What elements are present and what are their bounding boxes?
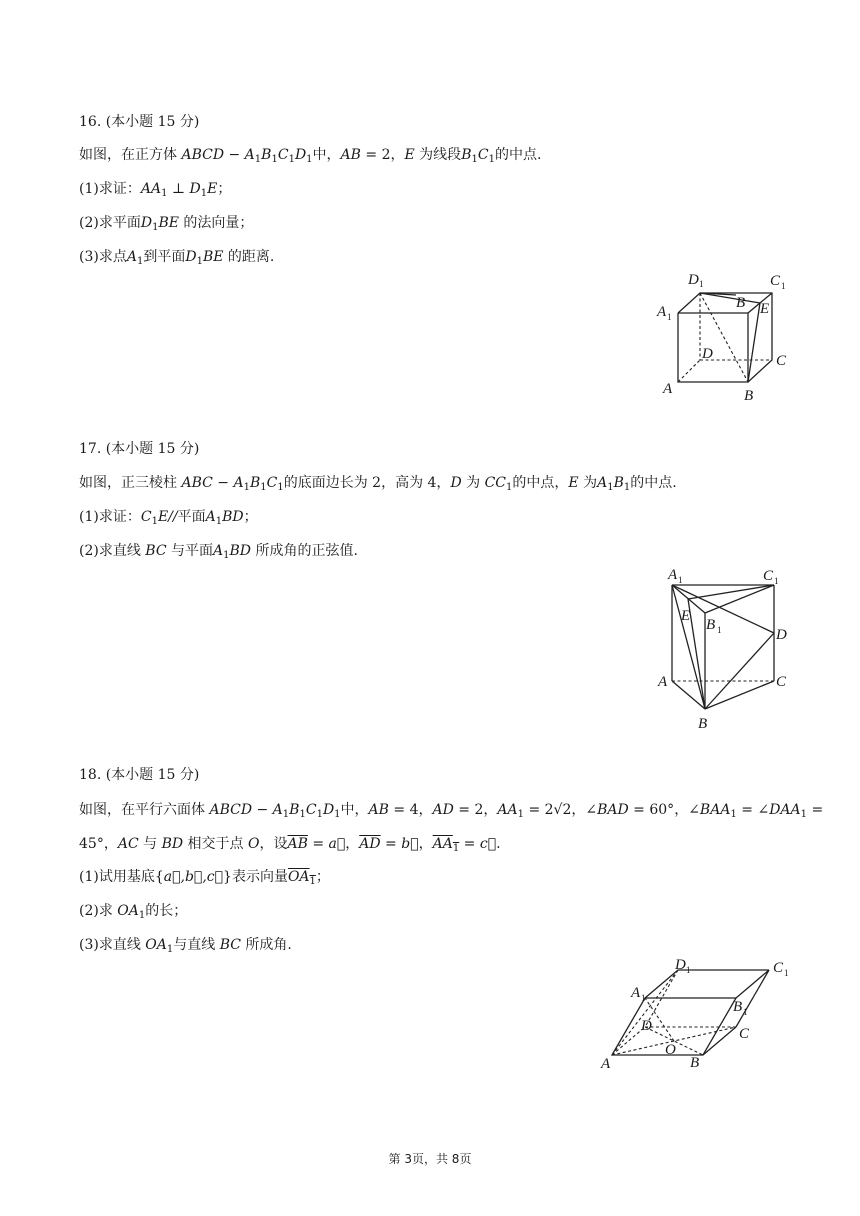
svg-text:A: A [658,674,668,690]
svg-text:A: A [663,381,673,397]
q16-part-1: (1)求证：$AA_1$ ⊥ $D_1E$； [79,181,232,199]
q18-stem-line-1: 如图，在平行六面体 ABCD − $A_1B_1C_1D_1$中，AB = 4，AD = 2，$AA_1 = 2√2$，∠BAD = 60°，$\angle BAA_1$ = $\angle DAA_1$ = [79,802,824,820]
svg-text:C: C [763,568,774,584]
svg-text:D: D [702,346,713,362]
q17-header: 17. (本小题 15 分) [79,441,200,457]
svg-text:E: E [681,608,691,624]
svg-text:C: C [773,960,784,976]
svg-text:D: D [675,957,686,973]
svg-text:1: 1 [678,575,683,585]
svg-text:C: C [776,353,787,369]
q18-header: 18. (本小题 15 分) [79,767,200,783]
svg-text:A: A [601,1056,611,1072]
q16-stem: 如图，在正方体 ABCD − $A_1B_1C_1D_1$中，AB = 2，E 为线段$B_1C_1$的中点. [79,147,542,165]
svg-text:1: 1 [774,576,779,586]
svg-text:D: D [641,1018,652,1034]
q18-stem-line-2: 45°，AC 与 BD 相交于点 O，设$\overline{AB}$ = a⃗，$\overline{AD}$ = b⃗，$AA_1$ = c⃗. [79,836,501,854]
svg-text:A: A [631,985,641,1001]
svg-text:1: 1 [699,279,704,289]
svg-text:C: C [776,674,787,690]
svg-text:1: 1 [784,968,789,978]
svg-text:1: 1 [781,281,786,291]
q18-parallelepiped-figure [595,950,810,1075]
svg-text:A: A [657,304,667,320]
q17-stem: 如图，正三棱柱 ABC − $A_1B_1C_1$的底面边长为 2，高为 4，D 为 $CC_1$的中点，E 为$A_1B_1$的中点. [79,475,677,493]
page-footer: 第 3页，共 8页 [388,1152,472,1166]
svg-text:1: 1 [686,965,691,975]
svg-text:1: 1 [717,625,722,635]
svg-text:B: B [744,388,754,404]
q18-part-3: (3)求直线 $OA_1$与直线 BC 所成角. [79,937,292,955]
q17-part-2: (2)求直线 BC 与平面$A_1BD$ 所成角的正弦值. [79,543,358,561]
q17-prism-figure [650,560,800,740]
q17-part-1: (1)求证：$C_1E//$平面$A_1BD$； [79,509,258,527]
q18-part-2: (2)求 $OA_1$的长； [79,903,188,921]
svg-text:B: B [736,295,746,311]
svg-text:C: C [739,1026,750,1042]
svg-text:B: B [733,999,743,1015]
svg-text:D: D [776,627,787,643]
q18-part-1: (1)试用基底{a⃗,b⃗,c⃗}表示向量$OA_1$； [79,869,330,887]
svg-text:C: C [770,273,781,289]
q16-part-3: (3)求点$A_1$到平面$D_1BE$ 的距离. [79,249,275,267]
svg-text:1: 1 [667,312,672,322]
svg-text:E: E [760,301,770,317]
svg-text:O: O [665,1042,676,1058]
q16-cube-figure [650,265,800,410]
svg-text:B: B [698,716,708,732]
svg-text:A: A [668,567,678,583]
svg-text:B: B [706,617,716,633]
svg-text:1: 1 [641,993,646,1003]
q16-part-2: (2)求平面$D_1BE$ 的法向量； [79,215,254,233]
svg-text:B: B [690,1055,700,1071]
svg-text:1: 1 [743,1007,748,1017]
svg-text:D: D [688,272,699,288]
q16-header: 16. (本小题 15 分) [79,114,200,130]
